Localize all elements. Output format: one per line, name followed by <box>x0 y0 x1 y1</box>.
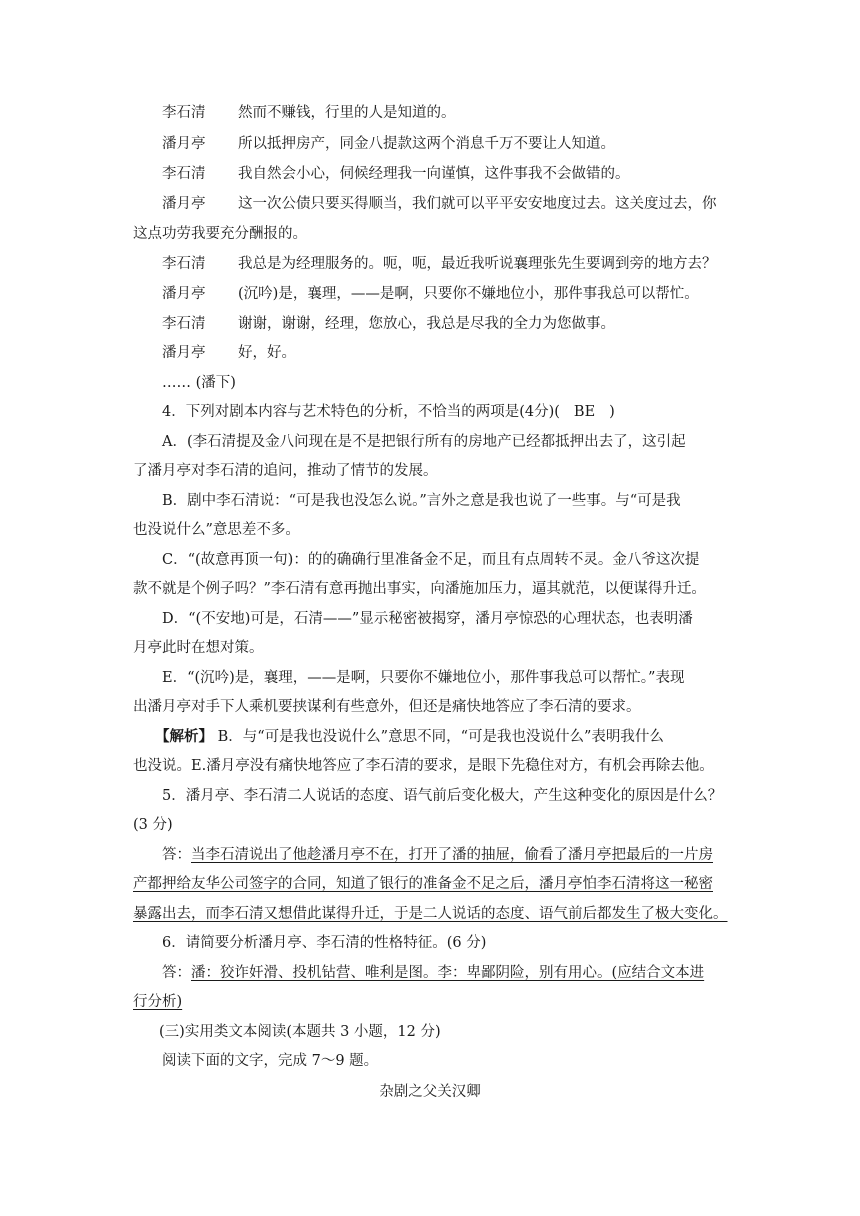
option-e-line2: 出潘月亭对手下人乘机要挟谋利有些意外，但还是痛快地答应了李石清的要求。 <box>133 699 641 715</box>
option-a-line2: 了潘月亭对李石清的追问，推动了情节的发展。 <box>133 463 438 479</box>
speaker: 潘月亭 <box>162 196 206 212</box>
dialogue-text: 我总是为经理服务的。呃，呃，最近我听说襄理张先生要调到旁的地方去？ <box>238 256 717 272</box>
option-c-line1: C．“(故意再顶一句)：的的确确行里准备金不足，而且有点周转不灵。金八爷这次提 <box>162 552 700 568</box>
question-5-answer-line1 <box>162 845 713 865</box>
answer-label: 答： <box>162 965 191 981</box>
dialogue-line <box>162 343 296 363</box>
dialogue-text: (沉吟)是，襄理，——是啊，只要你不嫌地位小，那件事我总可以帮忙。 <box>238 286 699 302</box>
speaker: 潘月亭 <box>162 136 206 152</box>
dialogue-text: 然而不赚钱，行里的人是知道的。 <box>238 105 456 121</box>
dialogue-text: 这一次公债只要买得顺当，我们就可以平平安安地度过去。这关度过去，你 <box>238 196 717 212</box>
question-4-close: ) <box>609 404 615 420</box>
option-b-line1: B．剧中李石清说：“可是我也没怎么说。”言外之意是我也说了一些事。与“可是我 <box>162 493 681 509</box>
article-title: 杂剧之父关汉卿 <box>379 1084 481 1100</box>
analysis-text: B．与“可是我也没说什么”意思不同，“可是我也没说什么”表明我什么 <box>213 729 664 745</box>
question-6-stem: 6．请简要分析潘月亭、李石清的性格特征。(6 分) <box>162 935 487 951</box>
analysis-line1 <box>155 727 664 747</box>
option-d-line1: D．“(不安地)可是，石清——”显示秘密被揭穿，潘月亭惊恐的心理状态，也表明潘 <box>162 611 693 627</box>
question-4-text: 4．下列对剧本内容与艺术特色的分析，不恰当的两项是(4分)( <box>162 404 560 420</box>
section-instruction: 阅读下面的文字，完成 7～9 题。 <box>162 1053 379 1069</box>
dialogue-continuation: 这点功劳我要充分酬报的。 <box>133 226 307 242</box>
dialogue-line <box>162 194 717 214</box>
question-5-score: (3 分) <box>133 817 173 833</box>
speaker: 李石清 <box>162 105 206 121</box>
speaker: 李石清 <box>162 256 206 272</box>
answer-label: 答： <box>162 847 191 863</box>
option-a-line1: A．(李石清提及金八问现在是不是把银行所有的房地产已经都抵押出去了，这引起 <box>162 434 686 450</box>
analysis-label: 【解析】 <box>155 728 213 745</box>
stage-direction: …… (潘下) <box>162 375 236 391</box>
speaker: 李石清 <box>162 166 206 182</box>
dialogue-text: 所以抵押房产，同金八提款这两个消息千万不要让人知道。 <box>238 136 615 152</box>
question-6-answer-line2: 行分析) <box>133 994 183 1010</box>
section-heading: (三)实用类文本阅读(本题共 3 小题，12 分) <box>159 1024 441 1040</box>
dialogue-text: 好，好。 <box>238 345 296 361</box>
dialogue-line <box>162 164 630 184</box>
dialogue-line <box>162 284 699 304</box>
question-6-answer-line1 <box>162 963 704 983</box>
dialogue-line <box>162 134 615 154</box>
dialogue-line <box>162 103 456 123</box>
speaker: 潘月亭 <box>162 345 206 361</box>
answer-text: 潘：狡诈奸滑、投机钻营、唯利是图。李：卑鄙阴险，别有用心。(应结合文本进 <box>191 965 705 981</box>
dialogue-line <box>162 314 615 334</box>
speaker: 李石清 <box>162 316 206 332</box>
question-5-answer-line3: 暴露出去，而李石清又想借此谋得升迁，于是二人说话的态度、语气前后都发生了极大变化。 <box>133 906 728 922</box>
speaker: 潘月亭 <box>162 286 206 302</box>
question-4-stem <box>162 402 615 422</box>
dialogue-text: 谢谢，谢谢，经理，您放心，我总是尽我的全力为您做事。 <box>238 316 615 332</box>
question-4-answer: BE <box>573 404 596 420</box>
analysis-line2: 也没说。E.潘月亭没有痛快地答应了李石清的要求，是眼下先稳住对方，有机会再除去他。 <box>133 758 714 774</box>
option-c-line2: 款不就是个例子吗？”李石清有意再抛出事实，向潘施加压力，逼其就范，以便谋得升迁。 <box>133 581 706 597</box>
option-d-line2: 月亭此时在想对策。 <box>133 640 264 656</box>
question-5-answer-line2: 产都押给友华公司签字的合同，知道了银行的准备金不足之后，潘月亭怕李石清将这一秘密 <box>133 876 713 892</box>
answer-text: 当李石清说出了他趁潘月亭不在，打开了潘的抽屉，偷看了潘月亭把最后的一片房 <box>191 847 713 863</box>
option-e-line1: E．“(沉吟)是，襄理，——是啊，只要你不嫌地位小，那件事我总可以帮忙。”表现 <box>162 670 685 686</box>
question-5-stem: 5．潘月亭、李石清二人说话的态度、语气前后变化极大，产生这种变化的原因是什么？ <box>162 788 723 804</box>
option-b-line2: 也没说什么”意思差不多。 <box>133 522 300 538</box>
dialogue-text: 我自然会小心，伺候经理我一向谨慎，这件事我不会做错的。 <box>238 166 630 182</box>
dialogue-line <box>162 254 717 274</box>
